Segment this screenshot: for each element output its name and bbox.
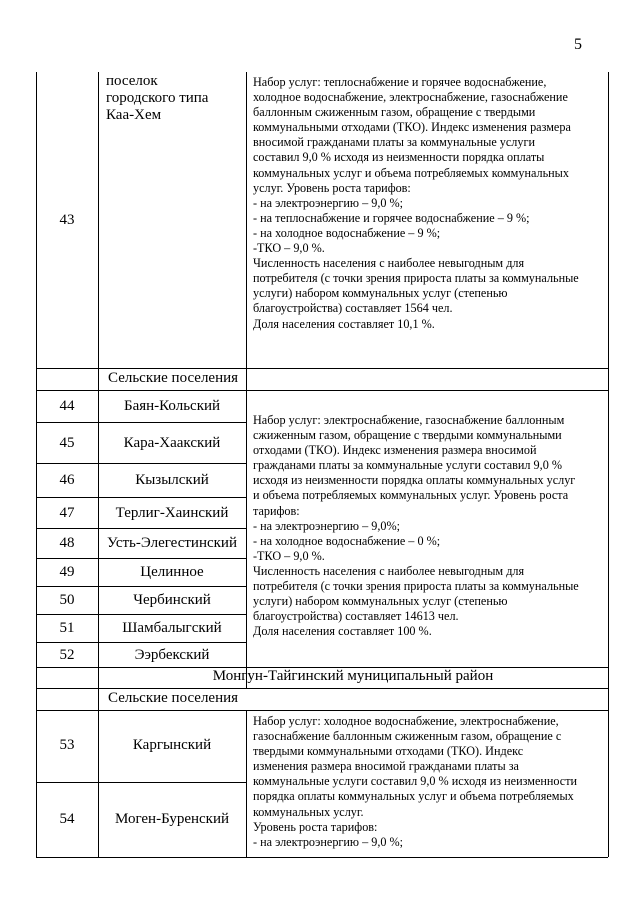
settlement-name: Усть-Элегестинский <box>107 535 237 551</box>
row-number: 51 <box>59 620 75 636</box>
settlement-name: Ээрбекский <box>134 647 210 663</box>
section-label: Сельские поселения <box>108 690 239 706</box>
row-divider <box>36 688 608 689</box>
row-divider <box>36 782 246 783</box>
row-number: 49 <box>59 564 75 580</box>
row-divider <box>36 368 608 369</box>
row-divider <box>36 497 246 498</box>
district-title: Монгун-Тайгинский муниципальный район <box>212 668 494 684</box>
row-number: 44 <box>59 398 75 414</box>
row-number: 50 <box>59 592 75 608</box>
row-number: 53 <box>59 737 75 753</box>
row-number: 54 <box>59 811 75 827</box>
settlement-name: Целинное <box>140 564 204 580</box>
row-divider <box>36 390 608 391</box>
settlement-name: Кызылский <box>135 472 209 488</box>
row-divider <box>36 528 246 529</box>
settlement-name: Моген-Буренский <box>114 811 230 827</box>
section-label: Сельские поселения <box>108 370 239 386</box>
row-number: 47 <box>59 505 75 521</box>
column-divider <box>246 72 247 688</box>
settlement-name: Баян-Кольский <box>123 398 221 414</box>
row-divider <box>36 463 246 464</box>
row-divider <box>36 614 246 615</box>
row-number: 43 <box>59 212 75 228</box>
settlement-name: Терлиг-Хаинский <box>115 505 229 521</box>
row-number: 52 <box>59 647 75 663</box>
row-number: 46 <box>59 472 75 488</box>
column-divider <box>608 72 609 857</box>
settlement-name: поселок городского типа Каа-Хем <box>106 73 209 123</box>
row-divider <box>36 642 246 643</box>
row-divider <box>36 422 246 423</box>
tariff-description: Набор услуг: теплоснабжение и горячее водоснабжение, холодное водоснабжение, электроснабжение, газоснабжение баллонным сжиженным газом, обращение с твердыми коммунальными отходами (ТКО). Индекс изменения размера вносимой гражданами платы за коммунальные услуги составил 9,0 % исходя из неизменности порядка оплаты коммунальных услуг и объема потребляемых коммунальных услуг. Уровень роста тарифов: - на электроэнергию – 9,0 %; - на теплоснабжение и горячее водоснабжение – 9 %; - на холодное водоснабжение – 9 %; -ТКО – 9,0 %. Численность населения с наиболее невыгодным для потребителя (с точки зрения прироста платы за коммунальные услуги) набором коммунальных услуг (степенью благоустройства) составляет 1564 чел. Доля населения составляет 10,1 %. <box>253 75 579 331</box>
tariff-description: Набор услуг: электроснабжение, газоснабжение баллонным сжиженным газом, обращение с твердыми коммунальными отходами (ТКО). Индекс изменения размера вносимой гражданами платы за коммунальные услуги составил 9,0 % исходя из неизменности порядка оплаты коммунальных услуг и объема потребляемых коммунальных услуг. Уровень роста тарифов: - на электроэнергию – 9,0%; - на холодное водоснабжение – 0 %; -ТКО – 9,0 %. Численность населения с наиболее невыгодным для потребителя (с точки зрения прироста платы за коммунальные услуги) набором коммунальных услуг (степенью благоустройства) составляет 14613 чел. Доля населения составляет 100 %. <box>253 413 579 639</box>
row-number: 45 <box>59 435 75 451</box>
settlement-name: Шамбалыгский <box>122 620 222 636</box>
row-divider <box>36 710 608 711</box>
settlement-name: Каргынский <box>132 737 212 753</box>
settlement-name: Кара-Хаакский <box>123 435 221 451</box>
row-divider <box>36 558 246 559</box>
row-number: 48 <box>59 535 75 551</box>
tariff-description: Набор услуг: холодное водоснабжение, электроснабжение, газоснабжение баллонным сжиженным газом, обращение с твердыми коммунальными отходами (ТКО). Индекс изменения размера вносимой гражданами платы за коммунальные услуги составил 9,0 % исходя из неизменности порядка оплаты коммунальных услуг и объема потребляемых коммунальных услуг. Уровень роста тарифов: - на электроэнергию – 9,0 %; <box>253 714 578 849</box>
row-divider <box>36 857 608 858</box>
row-divider <box>36 586 246 587</box>
column-divider <box>246 710 247 857</box>
settlement-name: Чербинский <box>133 592 211 608</box>
page-number: 5 <box>574 36 582 53</box>
